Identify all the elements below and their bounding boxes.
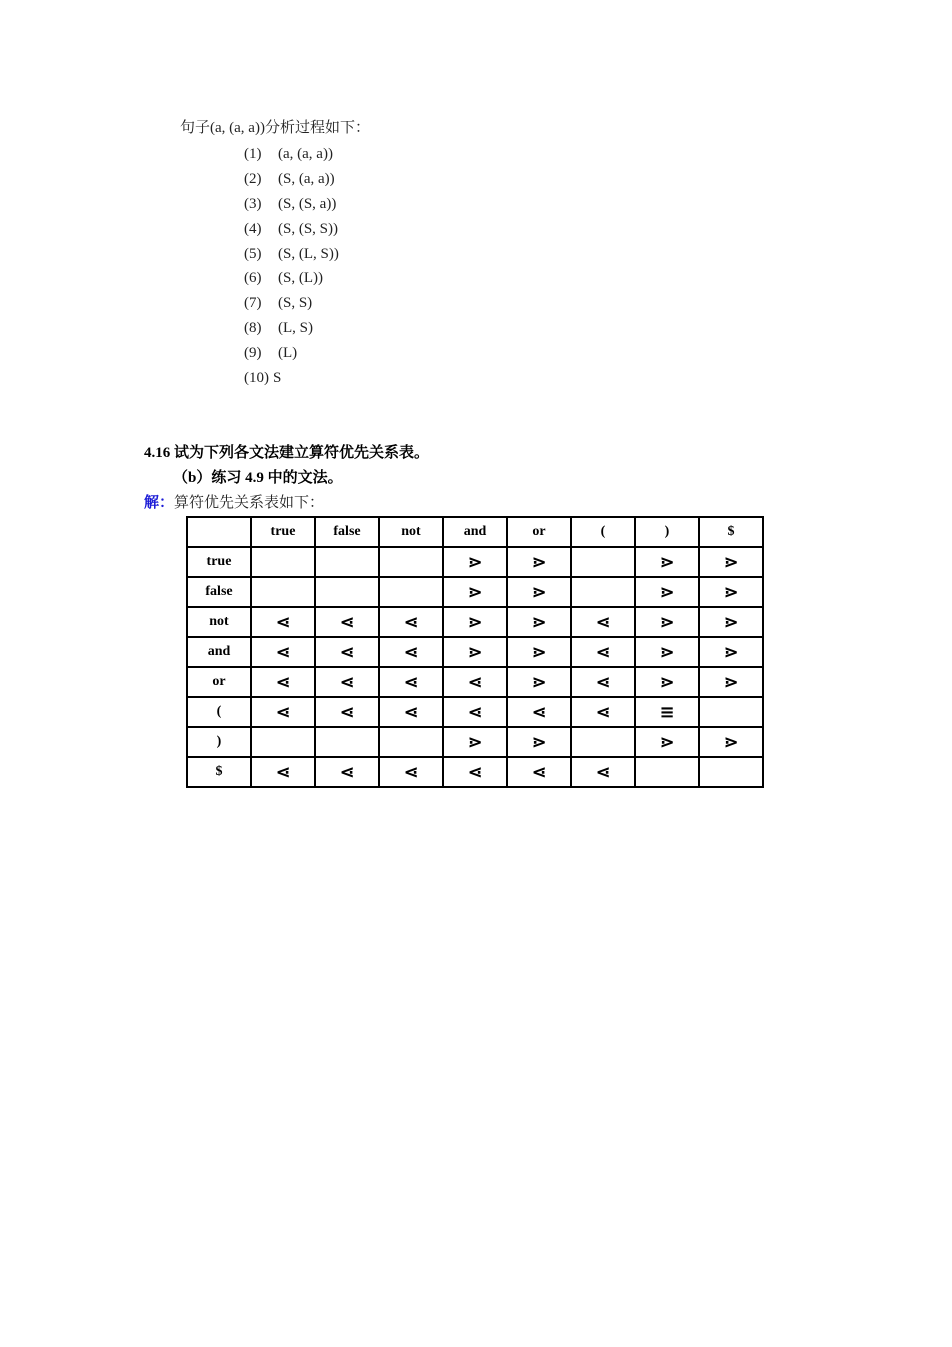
relation-cell: ⋗ [635,727,699,757]
relation-cell: ⋗ [507,667,571,697]
step-expression: (S, S) [278,295,313,312]
relation-cell [635,757,699,787]
table-row [187,607,763,637]
relation-cell: ⋖ [251,607,315,637]
column-header: ) [635,517,699,547]
relation-cell: ⋖ [315,607,379,637]
relation-cell: ⋗ [507,577,571,607]
relation-cell [571,547,635,577]
relation-cell [315,577,379,607]
table-row [187,667,763,697]
derivation-step [244,293,339,318]
derivation-step [244,244,339,269]
relation-cell [379,577,443,607]
relation-cell: ⋗ [507,637,571,667]
derivation-step [244,268,339,293]
step-expression: (S, (L, S)) [278,245,339,262]
step-number: (2) [244,170,262,187]
relation-cell: ⋗ [699,577,763,607]
step-expression: (S, (a, a)) [278,170,335,187]
relation-cell: ⋖ [251,757,315,787]
step-expression: S [273,370,282,387]
relation-cell: ⋖ [251,697,315,727]
row-header: and [187,637,251,667]
exercise-subtitle: （b）练习 4.9 中的文法。 [173,470,343,486]
derivation-step [244,219,339,244]
relation-cell: ⋖ [379,637,443,667]
exercise-title: 4.16 试为下列各文法建立算符优先关系表。 [144,445,430,461]
relation-cell: ⋖ [379,757,443,787]
row-header: not [187,607,251,637]
step-number: (4) [244,220,262,237]
relation-cell: ⋖ [507,757,571,787]
relation-cell [379,727,443,757]
step-expression: (L) [278,345,298,362]
relation-cell: ⋗ [635,577,699,607]
relation-cell [379,547,443,577]
relation-cell: ⋖ [315,667,379,697]
row-header: false [187,577,251,607]
relation-cell: ⋖ [443,757,507,787]
relation-cell: ⋖ [315,697,379,727]
derivation-step [244,169,339,194]
relation-cell: ⋖ [251,637,315,667]
derivation-step [244,368,339,393]
step-number: (10) [244,370,269,387]
relation-cell: ⋗ [699,637,763,667]
precedence-table-body [187,547,763,787]
table-row [187,547,763,577]
column-header: $ [699,517,763,547]
relation-cell: ⋖ [379,607,443,637]
relation-cell: ⋗ [699,547,763,577]
table-row [187,637,763,667]
derivation-step [244,318,339,343]
step-number: (8) [244,320,262,337]
relation-cell: ⋗ [443,607,507,637]
relation-cell: ⋗ [507,547,571,577]
relation-cell [315,547,379,577]
step-number: (6) [244,270,262,287]
step-number: (7) [244,295,262,312]
step-expression: (a, (a, a)) [278,146,333,162]
table-row [187,757,763,787]
relation-cell: ⋖ [571,697,635,727]
derivation-step [244,194,339,219]
step-expression: (L, S) [278,320,313,337]
relation-cell: ⋗ [635,607,699,637]
relation-cell: ⋖ [571,757,635,787]
relation-cell [315,727,379,757]
row-header: $ [187,757,251,787]
relation-cell: ⋗ [443,577,507,607]
relation-cell: ⋖ [507,697,571,727]
relation-cell [699,757,763,787]
row-header: ) [187,727,251,757]
column-header: ( [571,517,635,547]
row-header: true [187,547,251,577]
table-row [187,697,763,727]
answer-text: 算符优先关系表如下： [174,495,325,511]
answer-label: 解： [144,495,175,511]
precedence-table-header [187,517,763,547]
relation-cell: ⋗ [699,667,763,697]
relation-cell [251,727,315,757]
column-header: not [379,517,443,547]
relation-cell [571,577,635,607]
column-header: and [443,517,507,547]
row-header: ( [187,697,251,727]
relation-cell: ⋗ [635,667,699,697]
relation-cell: ⋗ [443,547,507,577]
derivation-step [244,144,339,169]
relation-cell: ⋖ [379,697,443,727]
row-header: or [187,667,251,697]
relation-cell: ⋖ [443,697,507,727]
table-row [187,727,763,757]
relation-cell: ⋖ [315,637,379,667]
relation-cell: ⋖ [443,667,507,697]
column-header [187,517,251,547]
step-expression: (S, (S, a)) [278,195,337,212]
relation-cell: ≡ [635,697,699,727]
step-number: (1) [244,146,262,162]
derivation-steps [244,144,339,393]
relation-cell: ⋗ [507,607,571,637]
step-number: (3) [244,195,262,212]
column-header: false [315,517,379,547]
relation-cell: ⋗ [507,727,571,757]
relation-cell: ⋖ [251,667,315,697]
column-header: true [251,517,315,547]
answer-line [144,493,324,513]
step-expression: (S, (L)) [278,270,323,287]
relation-cell: ⋖ [571,667,635,697]
relation-cell: ⋖ [379,667,443,697]
relation-cell: ⋖ [315,757,379,787]
derivation-step [244,343,339,368]
relation-cell: ⋗ [635,547,699,577]
column-header: or [507,517,571,547]
relation-cell: ⋗ [699,607,763,637]
table-row [187,577,763,607]
relation-cell [571,727,635,757]
relation-cell [251,547,315,577]
relation-cell: ⋗ [699,727,763,757]
relation-cell: ⋖ [571,637,635,667]
relation-cell: ⋗ [443,727,507,757]
table-header-row [187,517,763,547]
relation-cell: ⋖ [571,607,635,637]
relation-cell [699,697,763,727]
step-number: (9) [244,345,262,362]
relation-cell [251,577,315,607]
step-expression: (S, (S, S)) [278,220,339,237]
relation-cell: ⋗ [635,637,699,667]
step-number: (5) [244,245,262,262]
derivation-intro: 句子(a, (a, a))分析过程如下： [180,120,370,136]
precedence-table [186,516,764,788]
relation-cell: ⋗ [443,637,507,667]
